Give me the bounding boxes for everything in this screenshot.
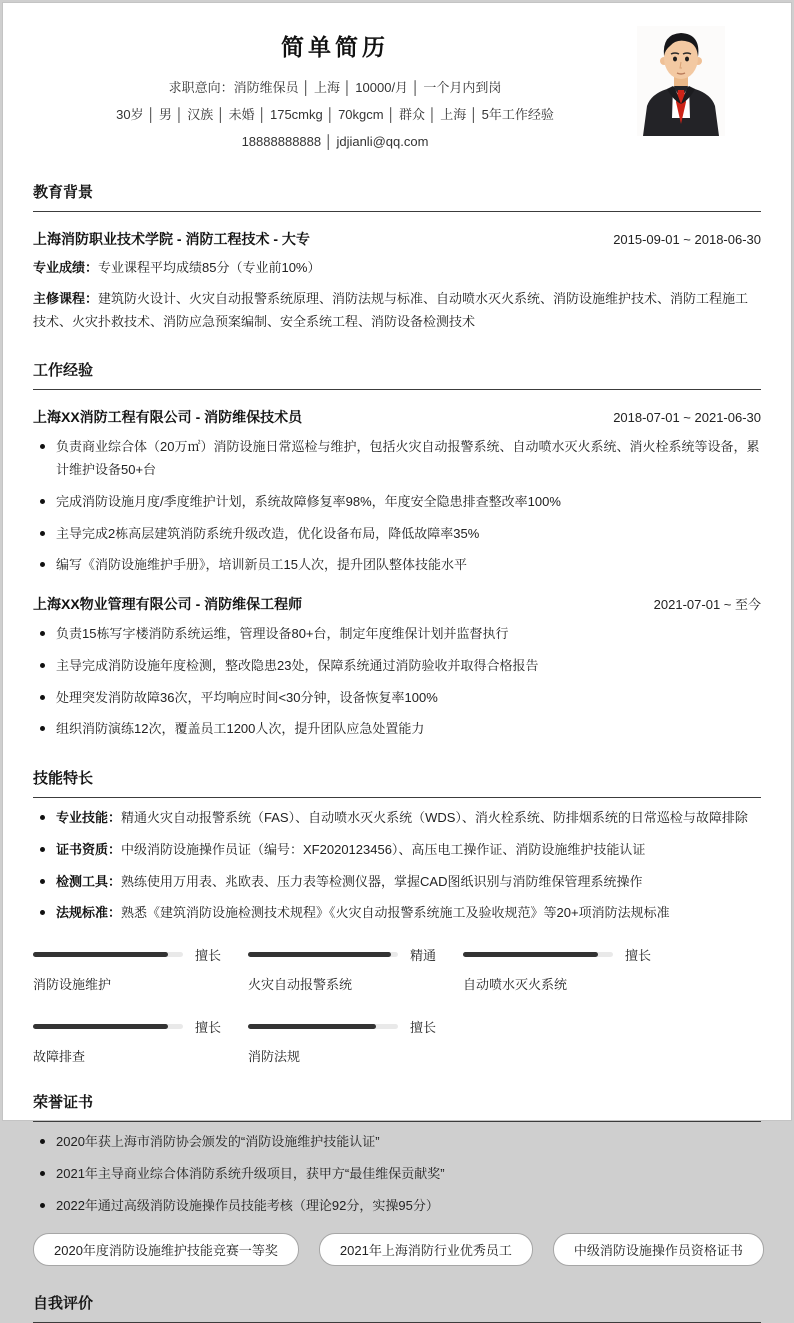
contact-line: 18888888888 │ jdjianli@qq.com xyxy=(241,134,429,149)
education-date-range: 2015-09-01 ~ 2018-06-30 xyxy=(613,232,761,247)
skill-text: 熟练使用万用表、兆欧表、压力表等检测仪器，掌握CAD图纸识别与消防维保管理系统操作 xyxy=(121,873,643,889)
skill-bar-name: 火灾自动报警系统 xyxy=(248,977,353,992)
section-title-honors: 荣誉证书 xyxy=(33,1091,761,1122)
job-entry xyxy=(33,407,761,577)
skill-bar-item xyxy=(33,1017,248,1065)
skill-level-label: 擅长 xyxy=(195,1020,222,1035)
courses-text: 建筑防火设计、火灾自动报警系统原理、消防法规与标准、自动喷水灭火系统、消防设施维护技术、消防工程施工技术、火灾扑救技术、消防应急预案编制、安全系统工程、消防设备检测技术 xyxy=(33,290,749,329)
page-title: 简单简历 xyxy=(281,34,389,60)
job-bullet: 处理突发消防故障36次，平均响应时间<30分钟，设备恢复率100% xyxy=(33,687,761,710)
job-date-range: 2021-07-01 ~ 至今 xyxy=(653,597,761,612)
skill-label: 法规标准： xyxy=(56,905,122,921)
skill-bar-row xyxy=(248,1017,463,1036)
skill-text: 熟悉《建筑消防设施检测技术规程》《火灾自动报警系统施工及验收规范》等20+项消防法规标准 xyxy=(121,905,670,921)
section-self-evaluation xyxy=(33,1292,761,1323)
honor-bullet: 2021年主导商业综合体消防系统升级项目，获甲方“最佳维保贡献奖” xyxy=(33,1163,761,1186)
job-entry-head xyxy=(33,407,761,427)
skill-bar-row xyxy=(463,945,761,964)
skill-bar-fill xyxy=(248,952,391,957)
resume-page xyxy=(2,2,792,1313)
section-honors xyxy=(33,1091,761,1266)
job-bullet-list xyxy=(33,436,761,577)
skill-bar-name: 故障排查 xyxy=(33,1049,86,1064)
skill-bars-grid xyxy=(33,945,761,1065)
skill-bar-fill xyxy=(33,1024,168,1029)
school-name: 上海消防职业技术学院 - 消防工程技术 - 大专 xyxy=(33,231,310,247)
job-entry xyxy=(33,594,761,741)
skill-bar-track xyxy=(33,952,183,957)
skill-bar-row xyxy=(248,945,463,964)
skill-bar-name: 消防法规 xyxy=(248,1049,301,1064)
grade-text: 专业课程平均成绩85分（专业前10%） xyxy=(98,260,321,275)
grade-label: 专业成绩： xyxy=(33,260,99,275)
job-bullet: 负责商业综合体（20万㎡）消防设施日常巡检与维护，包括火灾自动报警系统、自动喷水灭火系统、消火栓系统等设备，累计维护设备50+台 xyxy=(33,436,761,482)
section-title-skills: 技能特长 xyxy=(33,767,761,798)
honor-bullet: 2020年获上海市消防协会颁发的“消防设施维护技能认证” xyxy=(33,1131,761,1154)
honor-pill: 中级消防设施操作员资格证书 xyxy=(553,1233,764,1266)
skill-label: 检测工具： xyxy=(56,873,122,889)
job-bullet: 负责15栋写字楼消防系统运维，管理设备80+台，制定年度维保计划并监督执行 xyxy=(33,623,761,646)
skill-level-label: 擅长 xyxy=(195,948,222,963)
job-bullet-list xyxy=(33,623,761,741)
job-bullet: 主导完成消防设施年度检测，整改隐患23处，保障系统通过消防验收并取得合格报告 xyxy=(33,655,761,678)
skill-text: 中级消防设施操作员证（编号：XF2020123456）、高压电工操作证、消防设施维护技能认证 xyxy=(121,841,646,857)
job-bullet: 完成消防设施月度/季度维护计划，系统故障修复率98%，年度安全隐患排查整改率100% xyxy=(33,491,761,514)
education-entry-head xyxy=(33,229,761,249)
section-title-work: 工作经验 xyxy=(33,359,761,390)
job-bullet: 编写《消防设施维护手册》，培训新员工15人次，提升团队整体技能水平 xyxy=(33,554,761,577)
skill-bullet xyxy=(33,839,761,862)
skill-bar-track xyxy=(463,952,613,957)
section-work xyxy=(33,359,761,741)
skill-bar-item xyxy=(33,945,248,993)
skill-label: 证书资质： xyxy=(56,841,122,857)
skill-bullet xyxy=(33,807,761,830)
profile-photo xyxy=(637,26,725,136)
skill-label: 专业技能： xyxy=(56,810,122,825)
honor-pill: 2021年上海消防行业优秀员工 xyxy=(319,1233,533,1266)
resume-header xyxy=(33,3,761,155)
courses-label: 主修课程： xyxy=(33,290,99,306)
skill-text: 精通火灾自动报警系统（FAS）、自动喷水灭火系统（WDS）、消火栓系统、防排烟系统的日常巡检与故障排除 xyxy=(121,810,748,825)
skills-bullet-list xyxy=(33,807,761,925)
skill-bar-track xyxy=(248,1024,398,1029)
section-title-education: 教育背景 xyxy=(33,181,761,212)
skill-bar-name: 自动喷水灭火系统 xyxy=(463,977,568,992)
honor-bullet: 2022年通过高级消防设施操作员技能考核（理论92分，实操95分） xyxy=(33,1195,761,1218)
skill-level-label: 精通 xyxy=(410,948,437,963)
company-name: 上海XX消防工程有限公司 - 消防维保技术员 xyxy=(33,409,303,426)
skill-bar-item xyxy=(463,945,761,993)
honor-pill: 2020年度消防设施维护技能竞赛一等奖 xyxy=(33,1233,299,1266)
skill-bar-row xyxy=(33,945,248,964)
skill-bar-row xyxy=(33,1017,248,1036)
skill-bar-track xyxy=(33,1024,183,1029)
avatar-illustration xyxy=(637,26,725,136)
skill-bullet xyxy=(33,871,761,894)
skill-bar-name: 消防设施维护 xyxy=(33,977,112,992)
skill-level-label: 擅长 xyxy=(410,1020,437,1035)
skill-bar-fill xyxy=(33,952,168,957)
skill-bar-fill xyxy=(463,952,598,957)
skill-bar-item xyxy=(248,945,463,993)
job-entry-head xyxy=(33,594,761,614)
honors-bullet-list xyxy=(33,1131,761,1217)
job-intent-line: 求职意向：消防维保员 │ 上海 │ 10000/月 │ 一个月内到岗 xyxy=(168,80,502,95)
skill-bullet xyxy=(33,902,761,925)
education-courses-line xyxy=(33,288,761,334)
header-text-block xyxy=(33,23,637,155)
skill-bar-fill xyxy=(248,1024,376,1029)
section-title-self-evaluation: 自我评价 xyxy=(33,1292,761,1323)
personal-info-line: 30岁 │ 男 │ 汉族 │ 未婚 │ 175cmkg │ 70kgcm │ 群众 │ 上海 │ 5年工作经验 xyxy=(116,107,554,122)
job-bullet: 组织消防演练12次，覆盖员工1200人次，提升团队应急处置能力 xyxy=(33,718,761,741)
skill-level-label: 擅长 xyxy=(625,948,652,963)
company-name: 上海XX物业管理有限公司 - 消防维保工程师 xyxy=(33,596,303,612)
skill-bar-track xyxy=(248,952,398,957)
job-bullet: 主导完成2栋高层建筑消防系统升级改造，优化设备布局，降低故障率35% xyxy=(33,523,761,546)
section-skills xyxy=(33,767,761,1065)
job-date-range: 2018-07-01 ~ 2021-06-30 xyxy=(613,410,761,426)
honor-pill-row xyxy=(33,1233,761,1266)
section-education xyxy=(33,181,761,333)
education-grade-line xyxy=(33,257,761,280)
skill-bar-item xyxy=(248,1017,463,1065)
